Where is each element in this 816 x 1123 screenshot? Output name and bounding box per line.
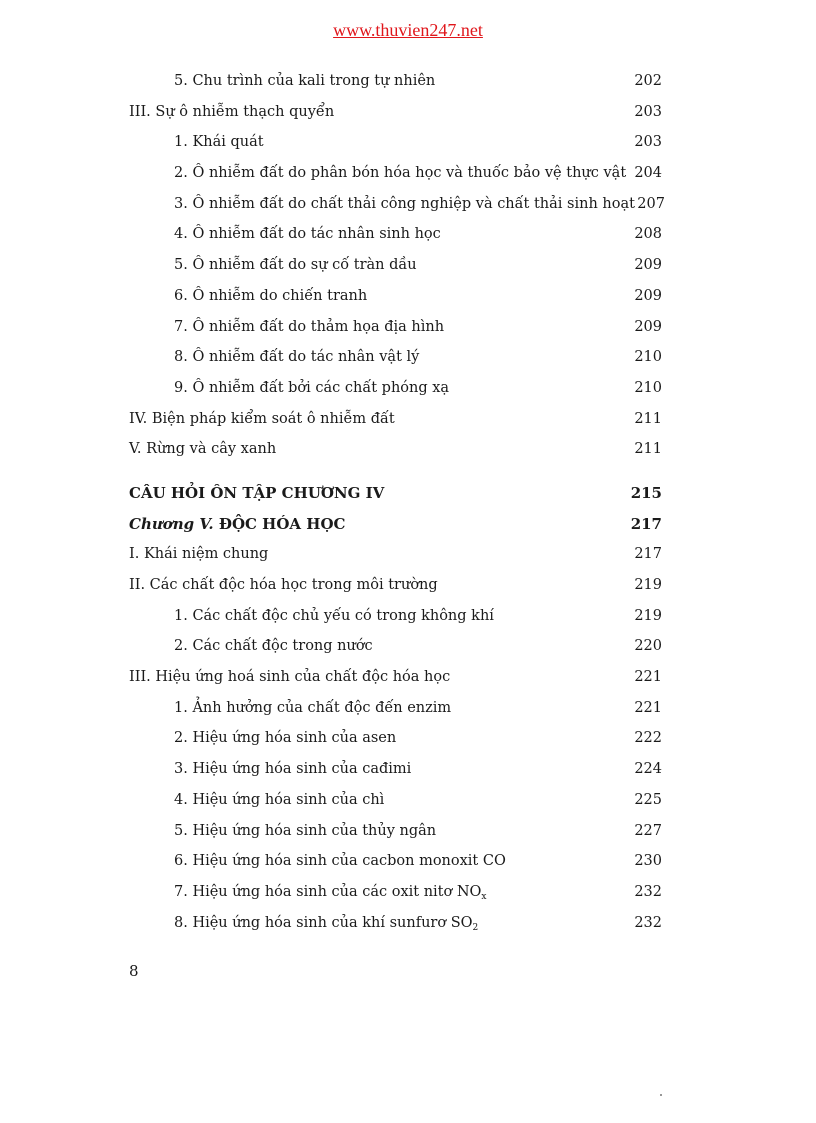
toc-entry xyxy=(129,250,662,281)
chapter-label: Chương V. xyxy=(129,514,214,533)
toc-entry-page: 217 xyxy=(634,546,662,563)
toc-entry-page: 211 xyxy=(634,410,662,427)
toc-entry-title: 2. Hiệu ứng hóa sinh của asen xyxy=(174,730,397,747)
toc-entry-text: 8. Hiệu ứng hóa sinh của khí sunfurơ SO xyxy=(174,914,473,931)
toc-chapter-heading xyxy=(129,509,662,540)
toc-entry xyxy=(129,373,662,404)
toc-entry xyxy=(129,631,662,662)
toc-entry xyxy=(129,434,662,465)
toc-entry-title xyxy=(129,908,478,939)
toc-entry-page: 211 xyxy=(634,441,662,458)
toc-entry xyxy=(129,785,662,816)
toc-entry-page: 210 xyxy=(634,379,662,396)
toc-entry xyxy=(129,846,662,877)
toc-entry xyxy=(129,189,665,220)
toc-entry-page: 220 xyxy=(634,638,662,655)
toc-entry xyxy=(129,723,662,754)
toc-entry-page: 215 xyxy=(630,483,662,502)
toc-entry-page: 207 xyxy=(637,195,665,212)
toc-entry-title: II. Các chất độc hóa học trong môi trường xyxy=(129,577,438,593)
toc-entry-title: 3. Hiệu ứng hóa sinh của cađimi xyxy=(174,761,412,778)
toc-entry-text: 7. Hiệu ứng hóa sinh của các oxit nitơ NO xyxy=(174,883,482,900)
toc-entry-page: 221 xyxy=(634,699,662,716)
toc-entry-title: CÂU HỎI ÔN TẬP CHƯƠNG IV xyxy=(129,483,385,502)
toc-entry-page: 219 xyxy=(634,577,662,593)
toc-entry-title: 8. Ô nhiễm đất do tác nhân vật lý xyxy=(174,349,420,366)
toc-entry-title: 1. Ảnh hưởng của chất độc đến enzim xyxy=(174,699,452,716)
toc-entry-page: 209 xyxy=(634,318,662,335)
toc-entry xyxy=(129,97,662,128)
toc-entry-title: I. Khái niệm chung xyxy=(129,546,269,563)
toc-entry xyxy=(129,66,662,97)
toc-entry-title: 2. Các chất độc trong nước xyxy=(174,638,373,655)
toc-entry-title: 2. Ô nhiễm đất do phân bón hóa học và thuốc bảo vệ thực vật xyxy=(174,165,627,182)
toc-entry-title: V. Rừng và cây xanh xyxy=(129,441,277,458)
toc-entry-page: 230 xyxy=(634,853,662,870)
toc-entry xyxy=(129,539,662,570)
toc-chapter-review xyxy=(129,478,662,509)
toc-entry-title: III. Hiệu ứng hoá sinh của chất độc hóa học xyxy=(129,669,451,686)
toc-entry-page: 204 xyxy=(634,165,662,182)
toc-entry-page: 232 xyxy=(634,914,662,931)
toc-entry xyxy=(129,754,662,785)
toc-entry xyxy=(129,570,662,601)
toc-entry-title: III. Sự ô nhiễm thạch quyển xyxy=(129,103,335,120)
toc-entry-title xyxy=(129,509,345,540)
toc-entry xyxy=(129,404,662,435)
toc-entry-title: 5. Chu trình của kali trong tự nhiên xyxy=(174,73,436,89)
toc-entry-page: 209 xyxy=(634,257,662,274)
toc-entry-page: 208 xyxy=(634,226,662,243)
toc-entry xyxy=(129,281,662,312)
toc-entry-title: 7. Ô nhiễm đất do thảm họa địa hình xyxy=(174,318,445,335)
toc-entry xyxy=(129,816,662,847)
subscript: 2 xyxy=(472,922,479,933)
toc-entry-page: 210 xyxy=(634,349,662,366)
toc-entry xyxy=(129,693,662,724)
toc-entry-page: 224 xyxy=(634,761,662,778)
toc-entry xyxy=(129,219,662,250)
watermark-link[interactable]: www.thuvien247.net xyxy=(333,20,483,40)
toc-entry-page: 222 xyxy=(634,730,662,747)
toc-entry-page: 203 xyxy=(634,103,662,120)
toc-entry xyxy=(129,158,662,189)
toc-entry-page: 203 xyxy=(634,134,662,151)
toc-entry-page: 225 xyxy=(634,791,662,808)
toc-entry-page: 217 xyxy=(630,514,662,533)
toc-entry-title: IV. Biện pháp kiểm soát ô nhiễm đất xyxy=(129,410,395,427)
toc-entry xyxy=(129,908,662,939)
toc-entry-title: 1. Các chất độc chủ yếu có trong không khí xyxy=(174,607,494,624)
table-of-contents xyxy=(129,66,665,938)
toc-entry-page: 232 xyxy=(634,883,662,900)
toc-entry-page: 227 xyxy=(634,822,662,839)
subscript: x xyxy=(481,891,487,902)
toc-entry-title: 6. Hiệu ứng hóa sinh của cacbon monoxit CO xyxy=(174,853,506,870)
toc-entry xyxy=(129,877,662,908)
toc-entry-page: 202 xyxy=(634,73,662,89)
toc-entry-title: 9. Ô nhiễm đất bởi các chất phóng xạ xyxy=(174,379,450,396)
toc-entry xyxy=(129,601,662,632)
toc-entry-page: 221 xyxy=(634,669,662,686)
toc-entry-title: 3. Ô nhiễm đất do chất thải công nghiệp và chất thải sinh hoạt xyxy=(174,195,635,212)
toc-entry-title: 4. Hiệu ứng hóa sinh của chì xyxy=(174,791,385,808)
toc-entry-page: 209 xyxy=(634,287,662,304)
toc-entry xyxy=(129,127,662,158)
toc-entry-title xyxy=(129,877,487,908)
toc-entry-title: 5. Hiệu ứng hóa sinh của thủy ngân xyxy=(174,822,437,839)
page-number: 8 xyxy=(129,962,139,980)
toc-entry-title: 6. Ô nhiễm do chiến tranh xyxy=(174,287,368,304)
toc-entry xyxy=(129,312,662,343)
toc-entry xyxy=(129,662,662,693)
toc-entry-title: 5. Ô nhiễm đất do sự cố tràn dầu xyxy=(174,257,417,274)
toc-entry-title: 1. Khái quát xyxy=(174,134,264,151)
toc-entry-page: 219 xyxy=(634,607,662,624)
scan-speck xyxy=(660,1094,662,1096)
chapter-title: ĐỘC HÓA HỌC xyxy=(218,514,346,533)
toc-entry-title: 4. Ô nhiễm đất do tác nhân sinh học xyxy=(174,226,441,243)
toc-entry xyxy=(129,342,662,373)
